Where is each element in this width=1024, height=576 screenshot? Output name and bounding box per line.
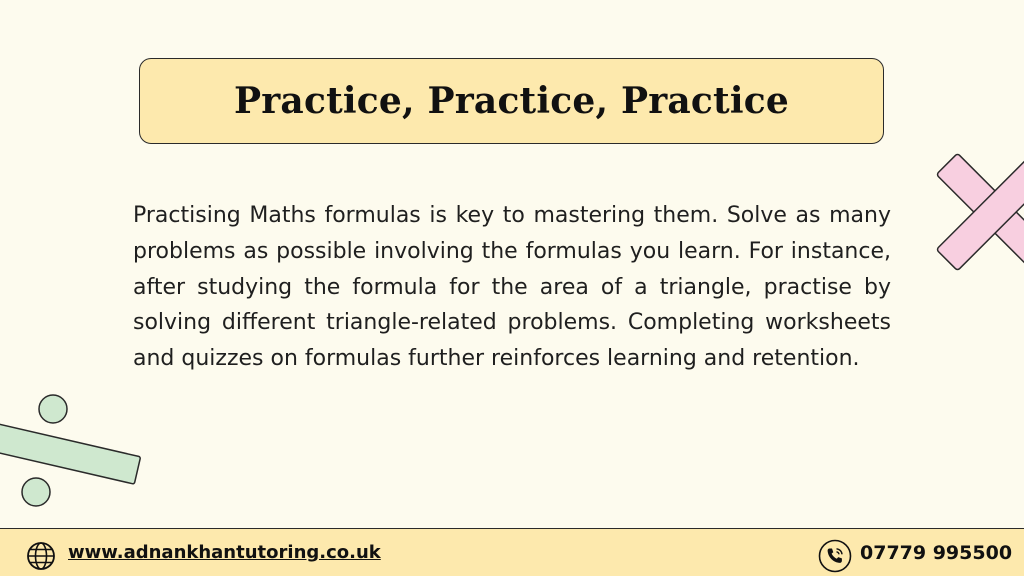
footer-bar [0, 528, 1024, 576]
phone-number[interactable]: 07779 995500 [860, 542, 1013, 564]
multiply-sign-icon [936, 153, 1024, 270]
title-box [139, 58, 884, 144]
body-paragraph: Practising Maths formulas is key to mastering them. Solve as many problems as possible involving the formulas you learn. For instance, after studying the formula for the area of a triangle, practise by solving different triangle-related problems. Completing worksheets and quizzes on formulas further reinforces learning and retention. [133, 203, 891, 372]
divide-sign-icon [0, 395, 141, 506]
phone-icon [818, 539, 852, 573]
website-link[interactable]: www.adnankhantutoring.co.uk [68, 542, 381, 563]
globe-icon [26, 541, 56, 571]
page-title: Practice, Practice, Practice [234, 80, 789, 122]
